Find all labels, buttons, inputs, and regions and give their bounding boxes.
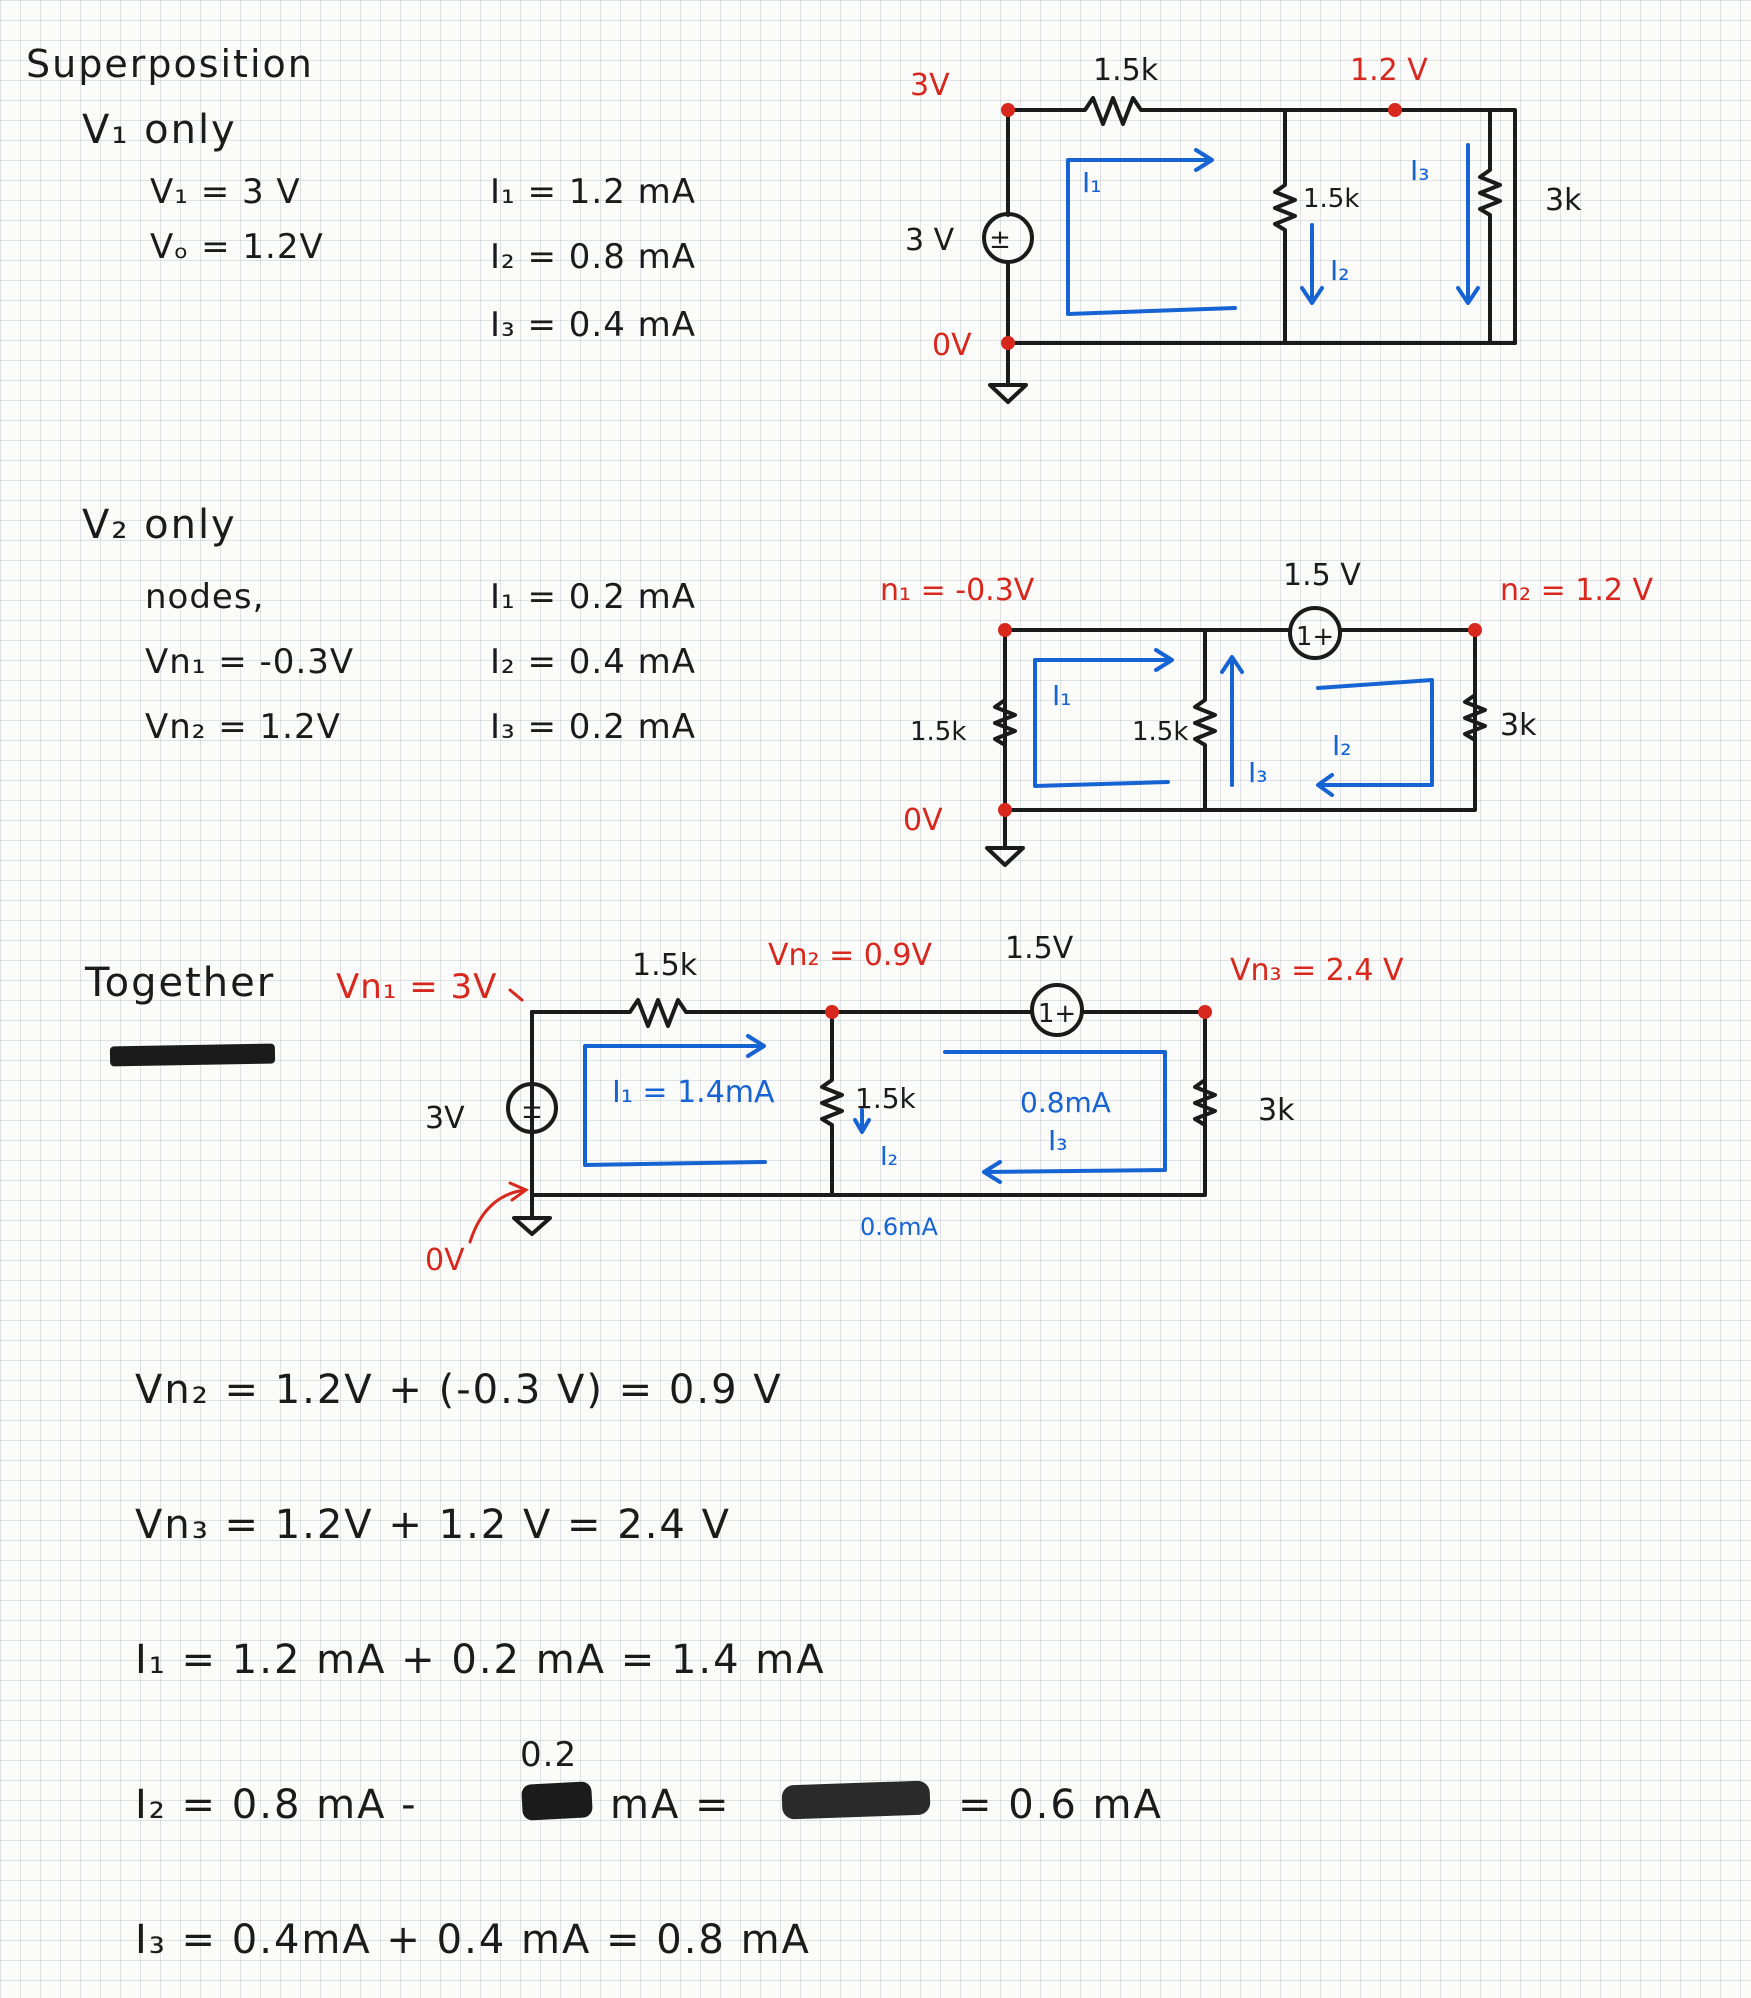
c1-ground-label: 0V (932, 328, 972, 363)
c1-resistor-top-label: 1.5k (1093, 53, 1159, 88)
v1-i1-value: I₁ = 1.2 mA (490, 172, 697, 212)
nodes-label: nodes, (145, 577, 265, 617)
scribbled-value (521, 1781, 593, 1821)
v2-only-heading: V₂ only (82, 502, 237, 548)
equation-i2-left: I₂ = 0.8 mA - (135, 1782, 418, 1828)
c2-node-n2: n₂ = 1.2 V (1500, 573, 1654, 608)
together-i2: I₂ (880, 1142, 899, 1172)
equation-vn2: Vn₂ = 1.2V + (-0.3 V) = 0.9 V (135, 1367, 783, 1413)
c1-arrow-i2: I₂ (1330, 254, 1350, 287)
plus-minus-icon: ± (989, 225, 1011, 255)
c2-node-n1: n₁ = -0.3V (880, 573, 1035, 608)
equation-vn3: Vn₃ = 1.2V + 1.2 V = 2.4 V (135, 1502, 731, 1548)
scribbled-value (781, 1780, 930, 1819)
c2-loop-i1: I₁ (1052, 679, 1072, 712)
c2-loop-i2: I₂ (1332, 729, 1352, 762)
page-title: Superposition (26, 42, 314, 86)
v2-i2-value: I₂ = 0.4 mA (490, 642, 697, 682)
equation-i2-correction: 0.2 (520, 1735, 578, 1775)
together-source2-label: 1.5V (1005, 931, 1074, 966)
equation-i2-right: = 0.6 mA (958, 1782, 1163, 1828)
equation-i1: I₁ = 1.2 mA + 0.2 mA = 1.4 mA (135, 1637, 826, 1683)
c1-arrow-i3: I₃ (1410, 154, 1430, 187)
v1-only-heading: V₁ only (82, 107, 237, 153)
c2-resistor-mid-label: 1.5k (1132, 717, 1189, 747)
together-ground-label: 0V (425, 1243, 465, 1278)
together-source1-icon: ± (521, 1095, 543, 1125)
together-i2-value: 0.6mA (860, 1213, 938, 1241)
together-source1-label: 3V (425, 1101, 465, 1136)
c2-source-label: 1.5 V (1283, 558, 1361, 593)
c2-resistor-right-label: 3k (1500, 708, 1537, 743)
together-vn1: Vn₁ = 3V (336, 967, 498, 1007)
v1-i3-value: I₃ = 0.4 mA (490, 305, 697, 345)
together-i3: I₃ (1048, 1124, 1068, 1157)
together-source2-icon: 1+ (1037, 999, 1077, 1029)
together-i3-value: 0.8mA (1020, 1086, 1111, 1119)
together-i1: I₁ = 1.4mA (612, 1075, 775, 1110)
c1-node-top-left: 3V (910, 68, 950, 103)
together-resistor-top-label: 1.5k (632, 948, 698, 983)
v2-vn2-value: Vn₂ = 1.2V (145, 707, 341, 747)
equation-i2-mid: mA = (610, 1782, 731, 1828)
v2-vn1-value: Vn₁ = -0.3V (145, 642, 355, 682)
source-plus-icon: 1+ (1295, 622, 1335, 652)
c2-resistor-left-label: 1.5k (910, 717, 967, 747)
c1-resistor-right-label: 3k (1545, 183, 1582, 218)
together-vn3: Vn₃ = 2.4 V (1230, 953, 1404, 988)
together-resistor-mid-label: 1.5k (855, 1082, 916, 1115)
c1-source-label: 3 V (905, 223, 955, 258)
c1-loop-i1: I₁ (1082, 166, 1102, 199)
together-resistor-right-label: 3k (1258, 1093, 1295, 1128)
together-vn2: Vn₂ = 0.9V (768, 938, 933, 973)
v1-value: V₁ = 3 V (150, 172, 301, 212)
c1-node-top-right: 1.2 V (1350, 53, 1428, 88)
c2-arrow-i3: I₃ (1248, 756, 1268, 789)
v1-i2-value: I₂ = 0.8 mA (490, 237, 697, 277)
equation-i3: I₃ = 0.4mA + 0.4 mA = 0.8 mA (135, 1917, 811, 1963)
v2-i3-value: I₃ = 0.2 mA (490, 707, 697, 747)
together-heading: Together (85, 960, 276, 1006)
vo-value: Vₒ = 1.2V (150, 227, 324, 267)
c2-ground-label: 0V (903, 803, 943, 838)
v2-i1-value: I₁ = 0.2 mA (490, 577, 697, 617)
c1-resistor-mid-label: 1.5k (1303, 184, 1360, 214)
